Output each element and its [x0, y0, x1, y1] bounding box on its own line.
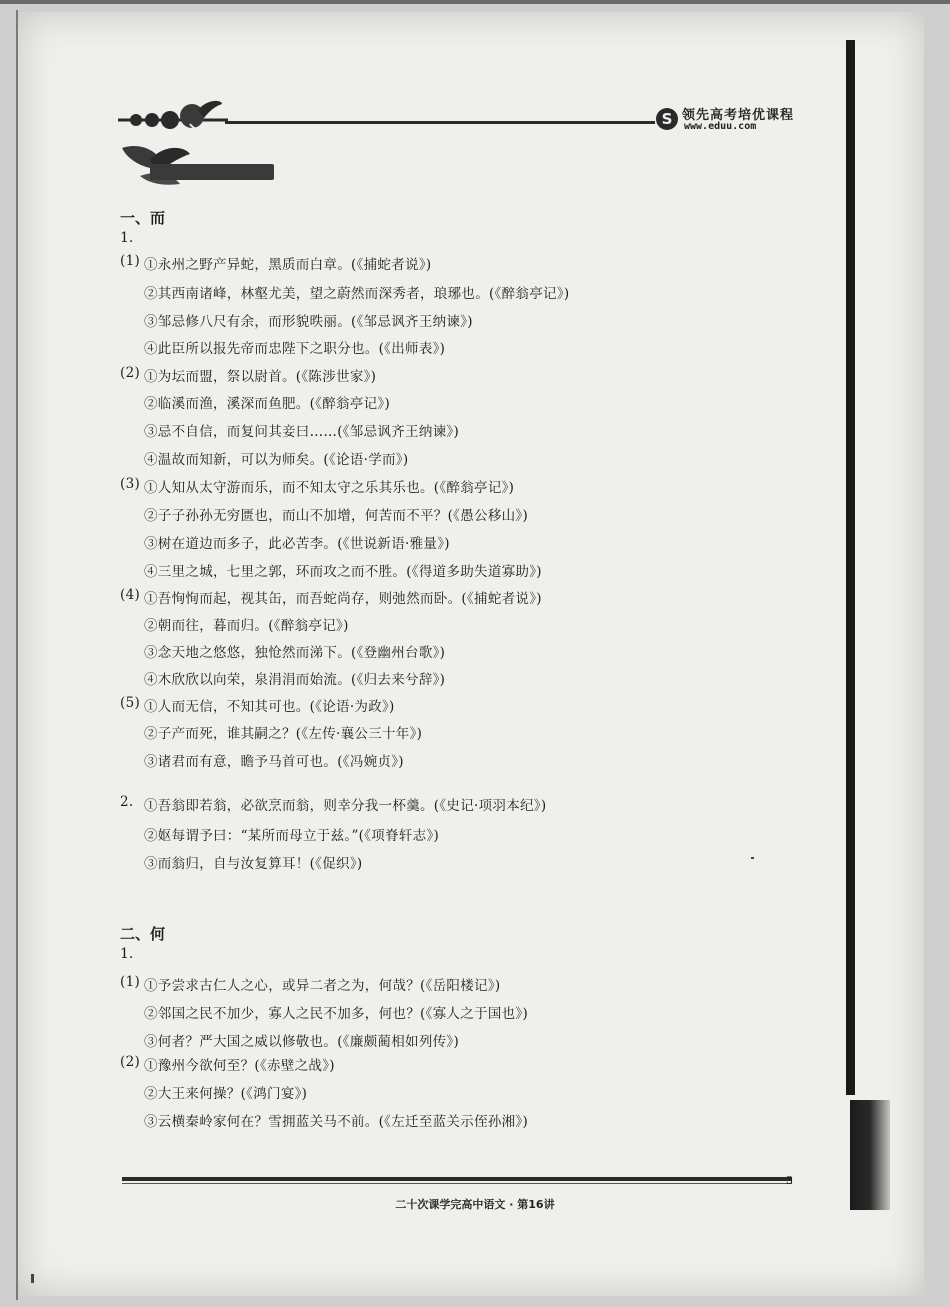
- scan-speck: [31, 1274, 34, 1283]
- example-sentence: ④木欣欣以向荣，泉涓涓而始流。(《归去来兮辞》): [144, 672, 446, 688]
- question-number: 1.: [120, 230, 134, 246]
- brand-url: www.eduu.com: [684, 121, 757, 132]
- section-banner-label: [150, 164, 274, 180]
- example-sentence: ③云横秦岭家何在？雪拥蓝关马不前。(《左迁至蓝关示侄孙湘》): [144, 1114, 529, 1130]
- scan-smudge: [850, 1100, 890, 1210]
- example-sentence: ③邹忌修八尺有余，而形貌昳丽。(《邹忌讽齐王纳谏》): [144, 314, 473, 330]
- example-sentence: ①为坛而盟，祭以尉首。(《陈涉世家》): [144, 369, 377, 385]
- example-sentence: ③忌不自信，而复问其妾曰……(《邹忌讽齐王纳谏》): [144, 424, 460, 440]
- scan-speck: [751, 857, 754, 859]
- example-sentence: ②邻国之民不加少，寡人之民不加多，何也？(《寡人之于国也》): [144, 1006, 529, 1022]
- example-sentence: ①永州之野产异蛇，黑质而白章。(《捕蛇者说》): [144, 257, 432, 273]
- item-prefix: (1): [120, 253, 141, 269]
- example-sentence: ②子子孙孙无穷匮也，而山不加增，何苦而不平？(《愚公移山》): [144, 508, 529, 524]
- scan-top-edge: [0, 0, 950, 4]
- example-sentence: ③树在道边而多子，此必苦李。(《世说新语·雅量》): [144, 536, 450, 552]
- example-sentence: ④温故而知新，可以为师矣。(《论语·学而》): [144, 452, 409, 468]
- page-number: 3: [786, 1174, 793, 1187]
- example-sentence: ③念天地之悠悠，独怆然而涕下。(《登幽州台歌》): [144, 645, 446, 661]
- example-sentence: ②妪每谓予曰：“某所而母立于兹。”(《项脊轩志》): [144, 828, 440, 844]
- item-prefix: (4): [120, 587, 141, 603]
- example-sentence: ④三里之城，七里之郭，环而攻之而不胜。(《得道多助失道寡助》): [144, 564, 542, 580]
- header-rule: [225, 121, 655, 124]
- example-sentence: ③而翁归，自与汝复算耳！(《促织》): [144, 856, 363, 872]
- item-prefix: (2): [120, 365, 141, 381]
- example-sentence: ②临溪而渔，溪深而鱼肥。(《醉翁亭记》): [144, 396, 391, 412]
- footer-rule-thin: [122, 1183, 792, 1184]
- scan-binding-shadow: [846, 40, 855, 1095]
- example-sentence: ①人知从太守游而乐，而不知太守之乐其乐也。(《醉翁亭记》): [144, 480, 515, 496]
- item-prefix: (1): [120, 974, 141, 990]
- section-heading: 二、何: [120, 925, 166, 943]
- footer-rule: [122, 1177, 792, 1181]
- example-sentence: ③何者？严大国之威以修敬也。(《廉颇蔺相如列传》): [144, 1034, 460, 1050]
- example-sentence: ①人而无信，不知其可也。(《论语·为政》): [144, 699, 395, 715]
- example-sentence: ②其西南诸峰，林壑尤美，望之蔚然而深秀者，琅琊也。(《醉翁亭记》): [144, 286, 570, 302]
- brand-name: 领先高考培优课程: [682, 108, 795, 123]
- item-prefix: (5): [120, 695, 141, 711]
- example-sentence: ②子产而死，谁其嗣之？(《左传·襄公三十年》): [144, 726, 423, 742]
- question-number: 1.: [120, 946, 134, 962]
- example-sentence: ②朝而往，暮而归。(《醉翁亭记》): [144, 618, 349, 634]
- item-prefix: (3): [120, 476, 141, 492]
- header-leaf-ornament: [118, 96, 228, 136]
- example-sentence: ①豫州今欲何至？(《赤壁之战》): [144, 1058, 335, 1074]
- example-sentence: ①予尝求古仁人之心，或异二者之为，何哉？(《岳阳楼记》): [144, 978, 501, 994]
- item-prefix: 2.: [120, 794, 134, 810]
- example-sentence: ①吾恂恂而起，视其缶，而吾蛇尚存，则弛然而卧。(《捕蛇者说》): [144, 591, 542, 607]
- example-sentence: ②大王来何操？(《鸿门宴》): [144, 1086, 308, 1102]
- example-sentence: ①吾翁即若翁，必欲烹而翁，则幸分我一杯羹。(《史记·项羽本纪》): [144, 798, 547, 814]
- item-prefix: (2): [120, 1054, 141, 1070]
- section-heading: 一、而: [120, 209, 166, 227]
- example-sentence: ③诸君而有意，瞻予马首可也。(《冯婉贞》): [144, 754, 404, 770]
- example-sentence: ④此臣所以报先帝而忠陛下之职分也。(《出师表》): [144, 341, 446, 357]
- brand-s-icon: S: [656, 108, 678, 130]
- footer-text: 二十次课学完高中语文 · 第16讲: [395, 1198, 555, 1211]
